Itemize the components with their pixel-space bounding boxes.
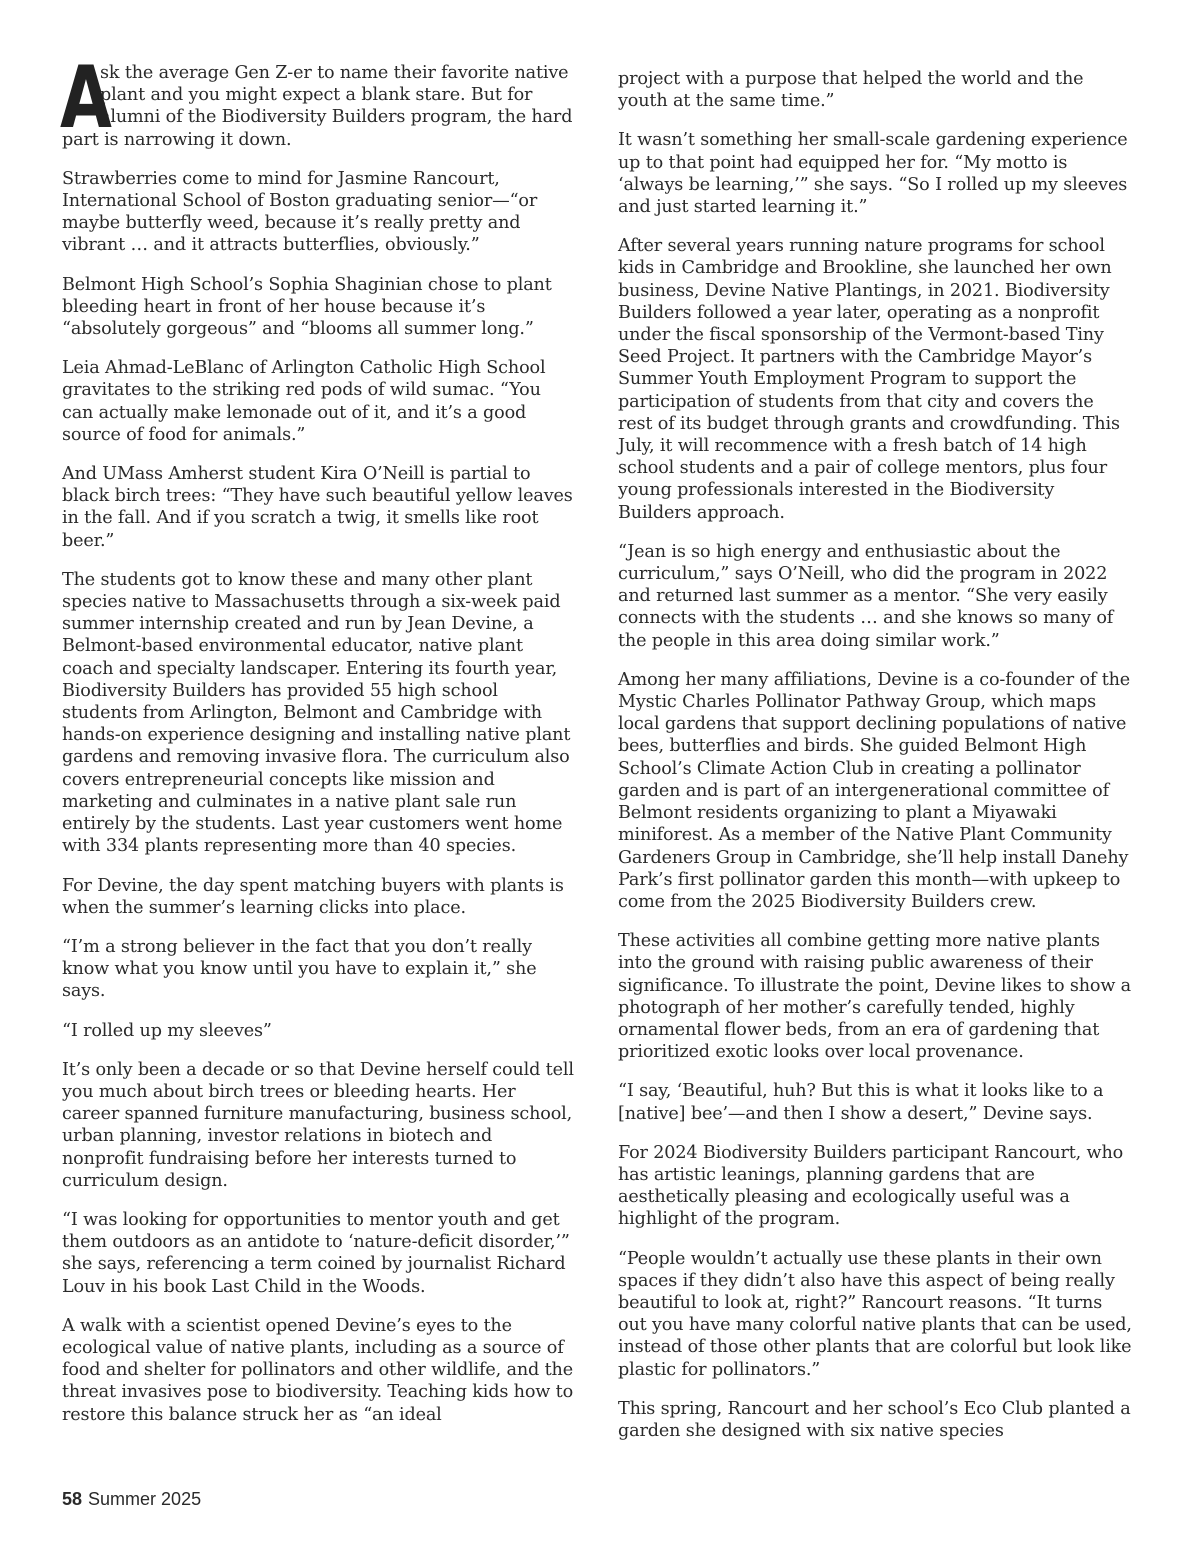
paragraph: The students got to know these and many other plant species native to Massachusetts through a six-week paid summer internship created and run by Jean Devine, a Belmont-based environmental educator, native plant coach and specialty landscaper. Entering its fourth year, Biodiversity Builders has provided 55 high school students from Arlington, Belmont and Cambridge with hands-on experience designing and installing native plant gardens and removing invasive flora. The curriculum also covers entrepreneurial concepts like mission and marketing and culminates in a native plant sale run entirely by the students. Last year customers went home with 334 plants representing more than 40 species. [62, 569, 571, 857]
lead-paragraph [60, 48, 576, 151]
section-subhead: “I rolled up my sleeves” [62, 1020, 272, 1041]
paragraph: It wasn’t something her small-scale gardening experience up to that point had equipped her for. “My motto is ‘always be learning,’” she says. “So I rolled up my sleeves and just started learning it.” [618, 130, 1128, 218]
paragraph: These activities all combine getting more native plants into the ground with raising public awareness of their significance. To illustrate the point, Devine likes to show a photograph of her mother’s carefully tended, highly ornamental flower beds, from an era of gardening that prioritized exotic looks over local provenance. [618, 931, 1132, 1063]
paragraph: Leia Ahmad-LeBlanc of Arlington Catholic High School gravitates to the striking red pods of wild sumac. “You can actually make lemonade out of it, and it’s a good source of food for animals.” [62, 358, 546, 445]
paragraph: “I’m a strong believer in the fact that you don’t really know what you know until you have to explain it,” she says. [62, 936, 537, 1002]
page-number: 58 [62, 1489, 83, 1509]
paragraph: Among her many affiliations, Devine is a co-founder of the Mystic Charles Pollinator Pathway Group, which maps local gardens that support declining populations of native bees, butterflies and birds. She guided Belmont High School’s Climate Action Club in creating a pollinator garden and is part of an intergenerational committee of Belmont residents organizing to plant a Miyawaki miniforest. As a member of the Native Plant Community Gardeners Group in Cambridge, she’ll help install Danehy Park’s first pollinator garden this month—with upkeep to come from the 2025 Biodiversity Builders crew. [618, 669, 1131, 912]
paragraph: This spring, Rancourt and her school’s Eco Club planted a garden she designed with six native species [618, 1398, 1131, 1441]
paragraph: For 2024 Biodiversity Builders participant Rancourt, who has artistic leanings, planning gardens that are aesthetically pleasing and ecologically useful was a highlight of the program. [618, 1142, 1124, 1230]
paragraph: “I was looking for opportunities to mentor youth and get them outdoors as an antidote to ‘nature-deficit disorder,’” she says, referencing a term coined by journalist Richard Louv in his book Last Child in the Woods. [62, 1209, 570, 1297]
paragraph: Strawberries come to mind for Jasmine Rancourt, International School of Boston graduating senior—“or maybe butterfly weed, because it’s really pretty and vibrant … and it attracts butterflies, obviously.” [62, 168, 538, 256]
paragraph: “I say, ‘Beautiful, huh? But this is what it looks like to a [native] bee’—and then I show a desert,” Devine says. [618, 1081, 1104, 1124]
paragraph: For Devine, the day spent matching buyers with plants is when the summer’s learning clicks into place. [62, 875, 564, 918]
paragraph: And UMass Amherst student Kira O’Neill is partial to black birch trees: “They have such beautiful yellow leaves in the fall. And if you scratch a twig, it smells like root beer.” [62, 464, 573, 551]
drop-cap: A [60, 48, 110, 148]
page-footer [62, 1489, 201, 1510]
paragraph: A walk with a scientist opened Devine’s eyes to the ecological value of native plants, including as a source of food and shelter for pollinators and other wildlife, and the threat invasives pose to biodiversity. Teaching kids how to restore this balance struck her as “an ideal [62, 1315, 574, 1425]
paragraph: After several years running nature programs for school kids in Cambridge and Brookline, she launched her own business, Devine Native Plantings, in 2021. Biodiversity Builders followed a year later, operating as a nonprofit under the fiscal sponsorship of the Vermont-based Tiny Seed Project. It partners with the Cambridge Mayor’s Summer Youth Employment Program to support the participation of students from that city and covers the rest of its budget through grants and crowdfunding. This July, it will recommence with a fresh batch of 14 high school students and a pair of college mentors, plus four young professionals interested in the Biodiversity Builders approach. [618, 236, 1120, 523]
paragraph: project with a purpose that helped the world and the youth at the same time.” [618, 69, 1084, 112]
left-column [60, 48, 576, 1443]
right-column [618, 68, 1132, 1459]
paragraph: It’s only been a decade or so that Devine herself could tell you much about birch trees or bleeding hearts. Her career spanned furniture manufacturing, business school, urban planning, investor relations in biotech and nonprofit fundraising before her interests turned to curriculum design. [62, 1059, 574, 1191]
paragraph: “Jean is so high energy and enthusiastic about the curriculum,” says O’Neill, who did the program in 2022 and returned last summer as a mentor. “She very easily connects with the students … and she knows so many of the people in this area doing similar work.” [618, 541, 1114, 651]
paragraph: “People wouldn’t actually use these plants in their own spaces if they didn’t also have this aspect of being really beautiful to look at, right?” Rancourt reasons. “It turns out you have many colorful native plants that can be used, instead of those other plants that are colorful but look like plastic for pollinators.” [618, 1248, 1132, 1380]
lead-text: sk the average Gen Z-er to name their favorite native plant and you might expect a blank stare. But for alumni of the Biodiversity Builders program, the hard part is narrowing it down. [62, 63, 573, 150]
issue-label: Summer 2025 [88, 1489, 202, 1509]
paragraph: Belmont High School’s Sophia Shaginian chose to plant bleeding heart in front of her house because it’s “absolutely gorgeous” and “blooms all summer long.” [62, 274, 552, 340]
